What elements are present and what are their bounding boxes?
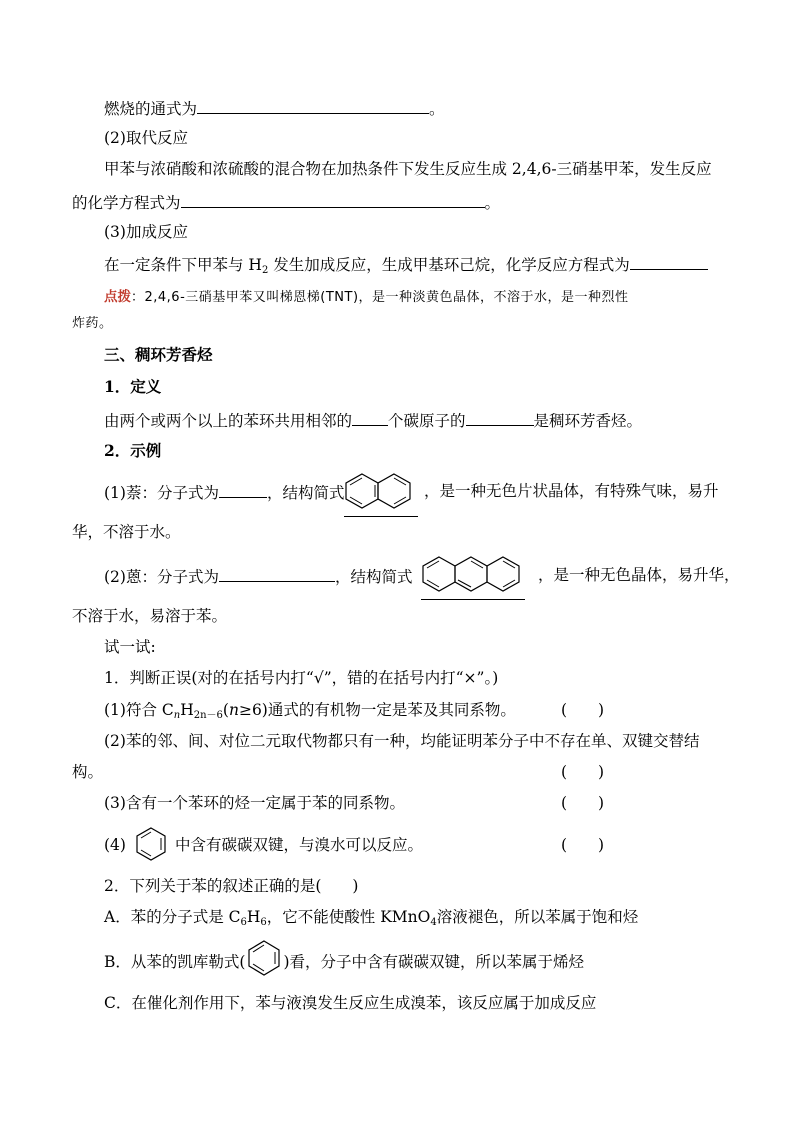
text: 。 (484, 194, 501, 212)
subscript: 6 (240, 917, 247, 928)
text: (1)符合 C (104, 701, 174, 719)
hint-line (104, 286, 629, 308)
hint-label: 点拨 (104, 289, 131, 305)
subscript: 4 (430, 917, 437, 928)
naphthalene-structure-icon (344, 470, 418, 517)
question-1-4: 中含有碳碳双键，与溴水可以反应。 (175, 836, 424, 854)
text: 的化学方程式为 (72, 194, 181, 212)
answer-blank[interactable] (630, 253, 708, 270)
text: 由两个或两个以上的苯环共用相邻的 (104, 412, 353, 430)
text: n (228, 701, 239, 719)
addition-paragraph (104, 253, 708, 281)
section-title-substitution: (2)取代反应 (104, 129, 188, 147)
section-title-addition: (3)加成反应 (104, 223, 188, 241)
text: ，结构简式 (334, 568, 413, 586)
subscript: 2n－6 (193, 710, 223, 721)
answer-paren[interactable]: ( ) (561, 836, 605, 854)
hint-text: 炸药。 (72, 316, 113, 331)
text: H (180, 701, 194, 719)
text: (1)萘：分子式为 (104, 484, 219, 502)
text: (2)蒽：分子式为 (104, 568, 219, 586)
answer-blank[interactable] (466, 409, 534, 426)
text: 是稠环芳香烃。 (533, 412, 643, 430)
definition-line (104, 409, 642, 431)
option-C[interactable]: C．在催化剂作用下，苯与液溴发生反应生成溴苯，该反应属于加成反应 (104, 994, 597, 1012)
text: ，结构简式 (266, 484, 345, 502)
text: H (246, 908, 261, 926)
text: 个碳原子的 (388, 412, 466, 430)
text: ≥6)通式的有机物一定是苯及其同系物。 (238, 701, 516, 719)
answer-blank[interactable] (352, 409, 388, 426)
subscript: 2 (261, 265, 269, 276)
text: 发生加成反应，生成甲基环己烷，化学反应方程式为 (268, 256, 630, 274)
answer-paren[interactable]: ( ) (561, 701, 605, 719)
question-1-2-cont: 构。 (72, 763, 104, 781)
text: A．苯的分子式是 C (104, 908, 241, 926)
answer-blank[interactable] (219, 565, 335, 582)
question-2-title: 2．下列关于苯的叙述正确的是( ) (104, 877, 359, 895)
question-1-title: 1．判断正误(对的在括号内打“√”，错的在括号内打“×”。) (104, 669, 499, 687)
answer-blank[interactable] (197, 97, 429, 114)
text: )看，分子中含有碳碳双键，所以苯属于烯烃 (283, 953, 585, 971)
section-heading: 三、稠环芳香烃 (104, 345, 213, 364)
answer-paren[interactable]: ( ) (561, 794, 605, 812)
text: ( (222, 701, 229, 719)
question-1-3: (3)含有一个苯环的烃一定属于苯的同系物。 (104, 794, 405, 812)
anthracene-desc-cont: 不溶于水，易溶于苯。 (72, 607, 228, 625)
anthracene-structure-icon (421, 553, 525, 600)
answer-paren[interactable]: ( ) (561, 763, 605, 781)
question-1-2: (2)苯的邻、间、对位二元取代物都只有一种，均能证明苯分子中不存在单、双键交替结 (104, 732, 700, 750)
option-B[interactable] (104, 950, 584, 976)
subscript: 6 (260, 917, 267, 928)
text: 燃烧的通式为 (104, 100, 198, 118)
benzene-ring-icon (133, 825, 169, 863)
answer-blank[interactable] (219, 481, 267, 498)
anthracene-line (104, 565, 412, 587)
text: B．从苯的凯库勒式( (104, 953, 246, 971)
question-1-4-label: (4) (104, 836, 126, 854)
subscript: n (173, 710, 181, 721)
text: ，它不能使酸性 KMnO (266, 908, 431, 926)
text: 溶液褪色，所以苯属于饱和烃 (436, 908, 639, 926)
option-A[interactable] (104, 907, 638, 933)
question-1-1 (104, 700, 516, 726)
naphthalene-desc-cont: 华，不溶于水。 (72, 523, 181, 541)
text: 在一定条件下甲苯与 H (104, 256, 262, 274)
kekule-benzene-icon (245, 938, 283, 976)
hint-text: ：2,4,6-三硝基甲苯又叫梯恩梯(TNT)，是一种淡黄色晶体，不溶于水，是一种烈性 (131, 290, 629, 305)
combustion-formula-line (104, 97, 445, 119)
try-heading: 试一试: (104, 638, 156, 656)
paragraph: 甲苯与浓硝酸和浓硫酸的混合物在加热条件下发生反应生成 2,4,6-三硝基甲苯，发生反应 (104, 160, 712, 178)
equation-line (72, 191, 500, 213)
text: 。 (429, 100, 445, 118)
examples-heading: 2．示例 (104, 441, 162, 460)
definition-heading: 1．定义 (104, 377, 162, 396)
naphthalene-desc: ，是一种无色片状晶体，有特殊气味，易升 (424, 482, 719, 500)
answer-blank[interactable] (181, 191, 485, 208)
naphthalene-line (104, 481, 344, 503)
anthracene-desc: ，是一种无色晶体，易升华， (538, 566, 740, 584)
